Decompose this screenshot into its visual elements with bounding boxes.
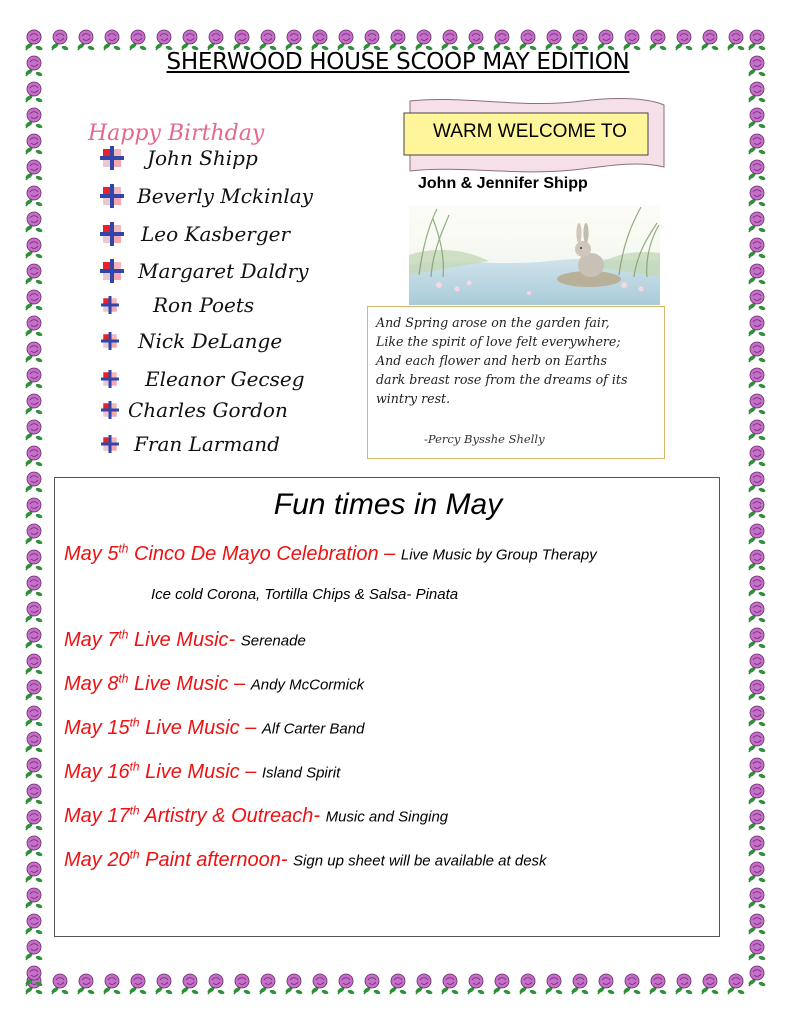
date-suffix: th	[129, 759, 140, 773]
rose-flower-icon	[181, 30, 199, 51]
birthday-item	[100, 259, 309, 283]
birthday-name: Nick DeLange	[138, 329, 283, 353]
event-name: Live Music	[139, 760, 240, 783]
rose-flower-icon	[748, 368, 766, 389]
rose-flower-icon	[103, 30, 121, 51]
rose-flower-icon	[748, 888, 766, 909]
birthday-item	[100, 184, 313, 208]
event-name: Paint afternoon	[139, 848, 281, 871]
rose-flower-icon	[493, 974, 511, 995]
date-suffix: th	[118, 671, 129, 685]
event-separator: –	[239, 760, 262, 783]
rose-flower-icon	[25, 576, 43, 597]
event-separator: -	[313, 804, 326, 827]
poem-line: Like the spirit of love felt everywhere;	[376, 334, 621, 349]
rose-flower-icon	[748, 56, 766, 77]
rose-flower-icon	[25, 160, 43, 181]
rose-flower-icon	[415, 30, 433, 51]
rose-flower-icon	[25, 420, 43, 441]
rose-flower-icon	[467, 30, 485, 51]
rose-flower-icon	[748, 810, 766, 831]
rose-border-bottom	[22, 972, 771, 998]
rose-flower-icon	[748, 732, 766, 753]
rose-flower-icon	[597, 974, 615, 995]
birthday-name: Charles Gordon	[128, 398, 288, 422]
rose-flower-icon	[51, 30, 69, 51]
event-date: May 15	[64, 716, 130, 739]
event-title	[64, 543, 379, 565]
rose-flower-icon	[597, 30, 615, 51]
rose-flower-icon	[25, 524, 43, 545]
welcome-banner-text: WARM WELCOME TO	[433, 121, 627, 142]
newsletter-title: SHERWOOD HOUSE SCOOP MAY EDITION	[166, 49, 630, 75]
birthday-item	[101, 432, 280, 456]
rose-flower-icon	[748, 836, 766, 857]
rose-flower-icon	[748, 966, 766, 987]
event-separator: –	[228, 672, 251, 695]
events-box	[54, 477, 720, 937]
rose-flower-icon	[748, 680, 766, 701]
birthday-name: Ron Poets	[153, 293, 255, 317]
rose-flower-icon	[129, 974, 147, 995]
rose-flower-icon	[25, 732, 43, 753]
rose-flower-icon	[25, 212, 43, 233]
rose-flower-icon	[259, 974, 277, 995]
rose-flower-icon	[25, 706, 43, 727]
rose-flower-icon	[748, 524, 766, 545]
plus-bullet-icon	[101, 332, 119, 350]
event-detail: Alf Carter Band	[261, 720, 365, 738]
date-suffix: th	[129, 803, 140, 817]
rose-flower-icon	[748, 550, 766, 571]
event-item	[64, 759, 340, 784]
rose-flower-icon	[748, 940, 766, 961]
rose-flower-icon	[25, 56, 43, 77]
rose-flower-icon	[441, 30, 459, 51]
rose-flower-icon	[748, 394, 766, 415]
rose-flower-icon	[25, 914, 43, 935]
poem-line: And each flower and herb on Earths	[376, 353, 608, 368]
rose-flower-icon	[25, 82, 43, 103]
rose-flower-icon	[701, 30, 719, 51]
rose-flower-icon	[77, 974, 95, 995]
rose-flower-icon	[337, 30, 355, 51]
rose-flower-icon	[25, 30, 43, 51]
poem-box	[367, 306, 665, 459]
rose-flower-icon	[25, 784, 43, 805]
rose-flower-icon	[748, 30, 766, 51]
plus-bullet-icon	[101, 296, 119, 314]
rose-flower-icon	[207, 30, 225, 51]
rose-flower-icon	[415, 974, 433, 995]
rose-flower-icon	[623, 974, 641, 995]
rose-flower-icon	[25, 316, 43, 337]
plus-bullet-icon	[101, 401, 119, 419]
rose-flower-icon	[25, 628, 43, 649]
rose-flower-icon	[25, 108, 43, 129]
rose-flower-icon	[285, 30, 303, 51]
rose-flower-icon	[701, 974, 719, 995]
rose-flower-icon	[623, 30, 641, 51]
rose-flower-icon	[727, 974, 745, 995]
rose-flower-icon	[25, 654, 43, 675]
event-separator: –	[378, 542, 401, 565]
rose-flower-icon	[129, 30, 147, 51]
rose-flower-icon	[571, 974, 589, 995]
rose-flower-icon	[748, 784, 766, 805]
rose-flower-icon	[748, 862, 766, 883]
rose-flower-icon	[748, 576, 766, 597]
rose-flower-icon	[25, 186, 43, 207]
birthday-item	[100, 222, 290, 246]
birthday-item	[101, 293, 254, 317]
birthday-item	[101, 329, 282, 353]
event-title	[64, 805, 313, 827]
rose-flower-icon	[233, 974, 251, 995]
rose-flower-icon	[649, 30, 667, 51]
rose-flower-icon	[748, 264, 766, 285]
event-name: Live Music	[139, 716, 240, 739]
event-separator: -	[280, 848, 294, 871]
rose-flower-icon	[25, 264, 43, 285]
rose-flower-icon	[748, 446, 766, 467]
rose-flower-icon	[675, 974, 693, 995]
rose-flower-icon	[181, 974, 199, 995]
rose-flower-icon	[337, 974, 355, 995]
rose-flower-icon	[748, 238, 766, 259]
rose-flower-icon	[748, 82, 766, 103]
birthday-name: Eleanor Gecseg	[145, 367, 305, 391]
event-item	[64, 803, 448, 828]
rose-flower-icon	[25, 394, 43, 415]
event-item	[64, 627, 306, 652]
rose-flower-icon	[25, 758, 43, 779]
rose-flower-icon	[25, 940, 43, 961]
birthday-item	[101, 398, 288, 422]
rose-flower-icon	[748, 758, 766, 779]
welcome-names: John & Jennifer Shipp	[418, 175, 588, 192]
event-separator: -	[228, 628, 241, 651]
rose-flower-icon	[748, 602, 766, 623]
rose-flower-icon	[748, 420, 766, 441]
rose-flower-icon	[389, 974, 407, 995]
date-suffix: th	[118, 627, 129, 641]
birthday-name: Fran Larmand	[134, 432, 280, 456]
event-title	[64, 629, 229, 651]
rose-flower-icon	[207, 974, 225, 995]
rose-flower-icon	[25, 862, 43, 883]
event-name: Live Music	[128, 672, 229, 695]
rose-flower-icon	[25, 888, 43, 909]
event-item	[64, 671, 364, 696]
plus-bullet-icon	[100, 184, 124, 208]
rose-flower-icon	[748, 914, 766, 935]
birthday-name: Beverly Mckinlay	[137, 184, 313, 208]
event-detail: Sign up sheet will be available at desk	[293, 852, 547, 870]
plus-bullet-icon	[101, 435, 119, 453]
event-title	[64, 849, 281, 871]
rose-flower-icon	[363, 974, 381, 995]
date-suffix: th	[118, 541, 129, 555]
rose-flower-icon	[233, 30, 251, 51]
rose-flower-icon	[389, 30, 407, 51]
rose-flower-icon	[545, 30, 563, 51]
bunny-garden-image	[409, 205, 660, 305]
rose-flower-icon	[748, 472, 766, 493]
rose-flower-icon	[748, 706, 766, 727]
rose-flower-icon	[519, 974, 537, 995]
rose-flower-icon	[103, 974, 121, 995]
event-date: May 8	[64, 672, 119, 695]
poem-line: dark breast rose from the dreams of its	[376, 372, 628, 387]
rose-flower-icon	[311, 30, 329, 51]
rose-flower-icon	[748, 316, 766, 337]
event-title	[64, 717, 240, 739]
plus-bullet-icon	[101, 370, 119, 388]
poem-line: And Spring arose on the garden fair,	[376, 315, 610, 330]
rose-flower-icon	[519, 30, 537, 51]
birthday-name: Margaret Daldry	[138, 259, 309, 283]
rose-flower-icon	[25, 680, 43, 701]
birthday-item	[101, 367, 305, 391]
rose-flower-icon	[748, 134, 766, 155]
rose-flower-icon	[155, 974, 173, 995]
rose-flower-icon	[25, 238, 43, 259]
event-date: May 5	[64, 542, 119, 565]
event-detail: Music and Singing	[325, 808, 449, 826]
rose-flower-icon	[467, 974, 485, 995]
rose-flower-icon	[748, 108, 766, 129]
event-title	[64, 761, 240, 783]
poem-line: wintry rest.	[376, 391, 451, 406]
event-item	[64, 847, 547, 872]
rose-flower-icon	[311, 974, 329, 995]
event-title	[64, 673, 229, 695]
plus-bullet-icon	[100, 222, 124, 246]
rose-flower-icon	[748, 654, 766, 675]
rose-flower-icon	[493, 30, 511, 51]
event-detail: Live Music by Group Therapy	[400, 546, 597, 564]
date-suffix: th	[129, 715, 140, 729]
event-detail: Island Spirit	[261, 764, 341, 782]
rose-border-right	[745, 28, 771, 998]
plus-bullet-icon	[100, 259, 124, 283]
rose-flower-icon	[748, 186, 766, 207]
event-detail: Serenade	[240, 632, 306, 650]
rose-flower-icon	[51, 974, 69, 995]
rose-flower-icon	[545, 974, 563, 995]
plus-bullet-icon	[100, 146, 124, 170]
rose-flower-icon	[748, 628, 766, 649]
rose-flower-icon	[748, 160, 766, 181]
date-suffix: th	[129, 847, 140, 861]
rose-flower-icon	[649, 974, 667, 995]
rose-border-left	[22, 28, 48, 998]
rose-flower-icon	[77, 30, 95, 51]
rose-flower-icon	[727, 30, 745, 51]
rose-flower-icon	[25, 342, 43, 363]
rose-flower-icon	[441, 974, 459, 995]
birthday-heading: Happy Birthday	[88, 121, 265, 146]
rose-flower-icon	[25, 368, 43, 389]
rose-flower-icon	[748, 498, 766, 519]
rose-flower-icon	[155, 30, 173, 51]
event-name: Artistry & Outreach	[139, 804, 314, 827]
birthday-name: Leo Kasberger	[141, 222, 291, 246]
event-date: May 17	[64, 804, 130, 827]
event-item	[64, 541, 597, 566]
event-date: May 7	[64, 628, 119, 651]
rose-flower-icon	[25, 472, 43, 493]
rose-flower-icon	[363, 30, 381, 51]
birthday-name: John Shipp	[147, 146, 258, 170]
rose-flower-icon	[259, 30, 277, 51]
event-name: Cinco De Mayo Celebration	[128, 542, 379, 565]
event-item	[64, 715, 364, 740]
rose-flower-icon	[25, 602, 43, 623]
rose-flower-icon	[748, 290, 766, 311]
event-date: May 16	[64, 760, 130, 783]
rose-flower-icon	[748, 212, 766, 233]
rose-flower-icon	[285, 974, 303, 995]
rose-flower-icon	[25, 550, 43, 571]
rose-flower-icon	[25, 134, 43, 155]
rose-flower-icon	[675, 30, 693, 51]
rose-flower-icon	[25, 810, 43, 831]
rose-flower-icon	[571, 30, 589, 51]
event-name: Live Music	[128, 628, 229, 651]
rose-flower-icon	[25, 498, 43, 519]
event-extra-line: Ice cold Corona, Tortilla Chips & Salsa- Pinata	[151, 586, 459, 603]
poem-author: -Percy Bysshe Shelly	[424, 432, 545, 446]
rose-flower-icon	[748, 342, 766, 363]
birthday-item	[100, 146, 258, 170]
events-heading: Fun times in May	[273, 488, 503, 521]
rose-flower-icon	[25, 836, 43, 857]
rose-flower-icon	[25, 446, 43, 467]
rose-flower-icon	[25, 966, 43, 987]
event-date: May 20	[64, 848, 130, 871]
event-separator: –	[239, 716, 262, 739]
rose-flower-icon	[25, 290, 43, 311]
event-detail: Andy McCormick	[250, 676, 365, 694]
